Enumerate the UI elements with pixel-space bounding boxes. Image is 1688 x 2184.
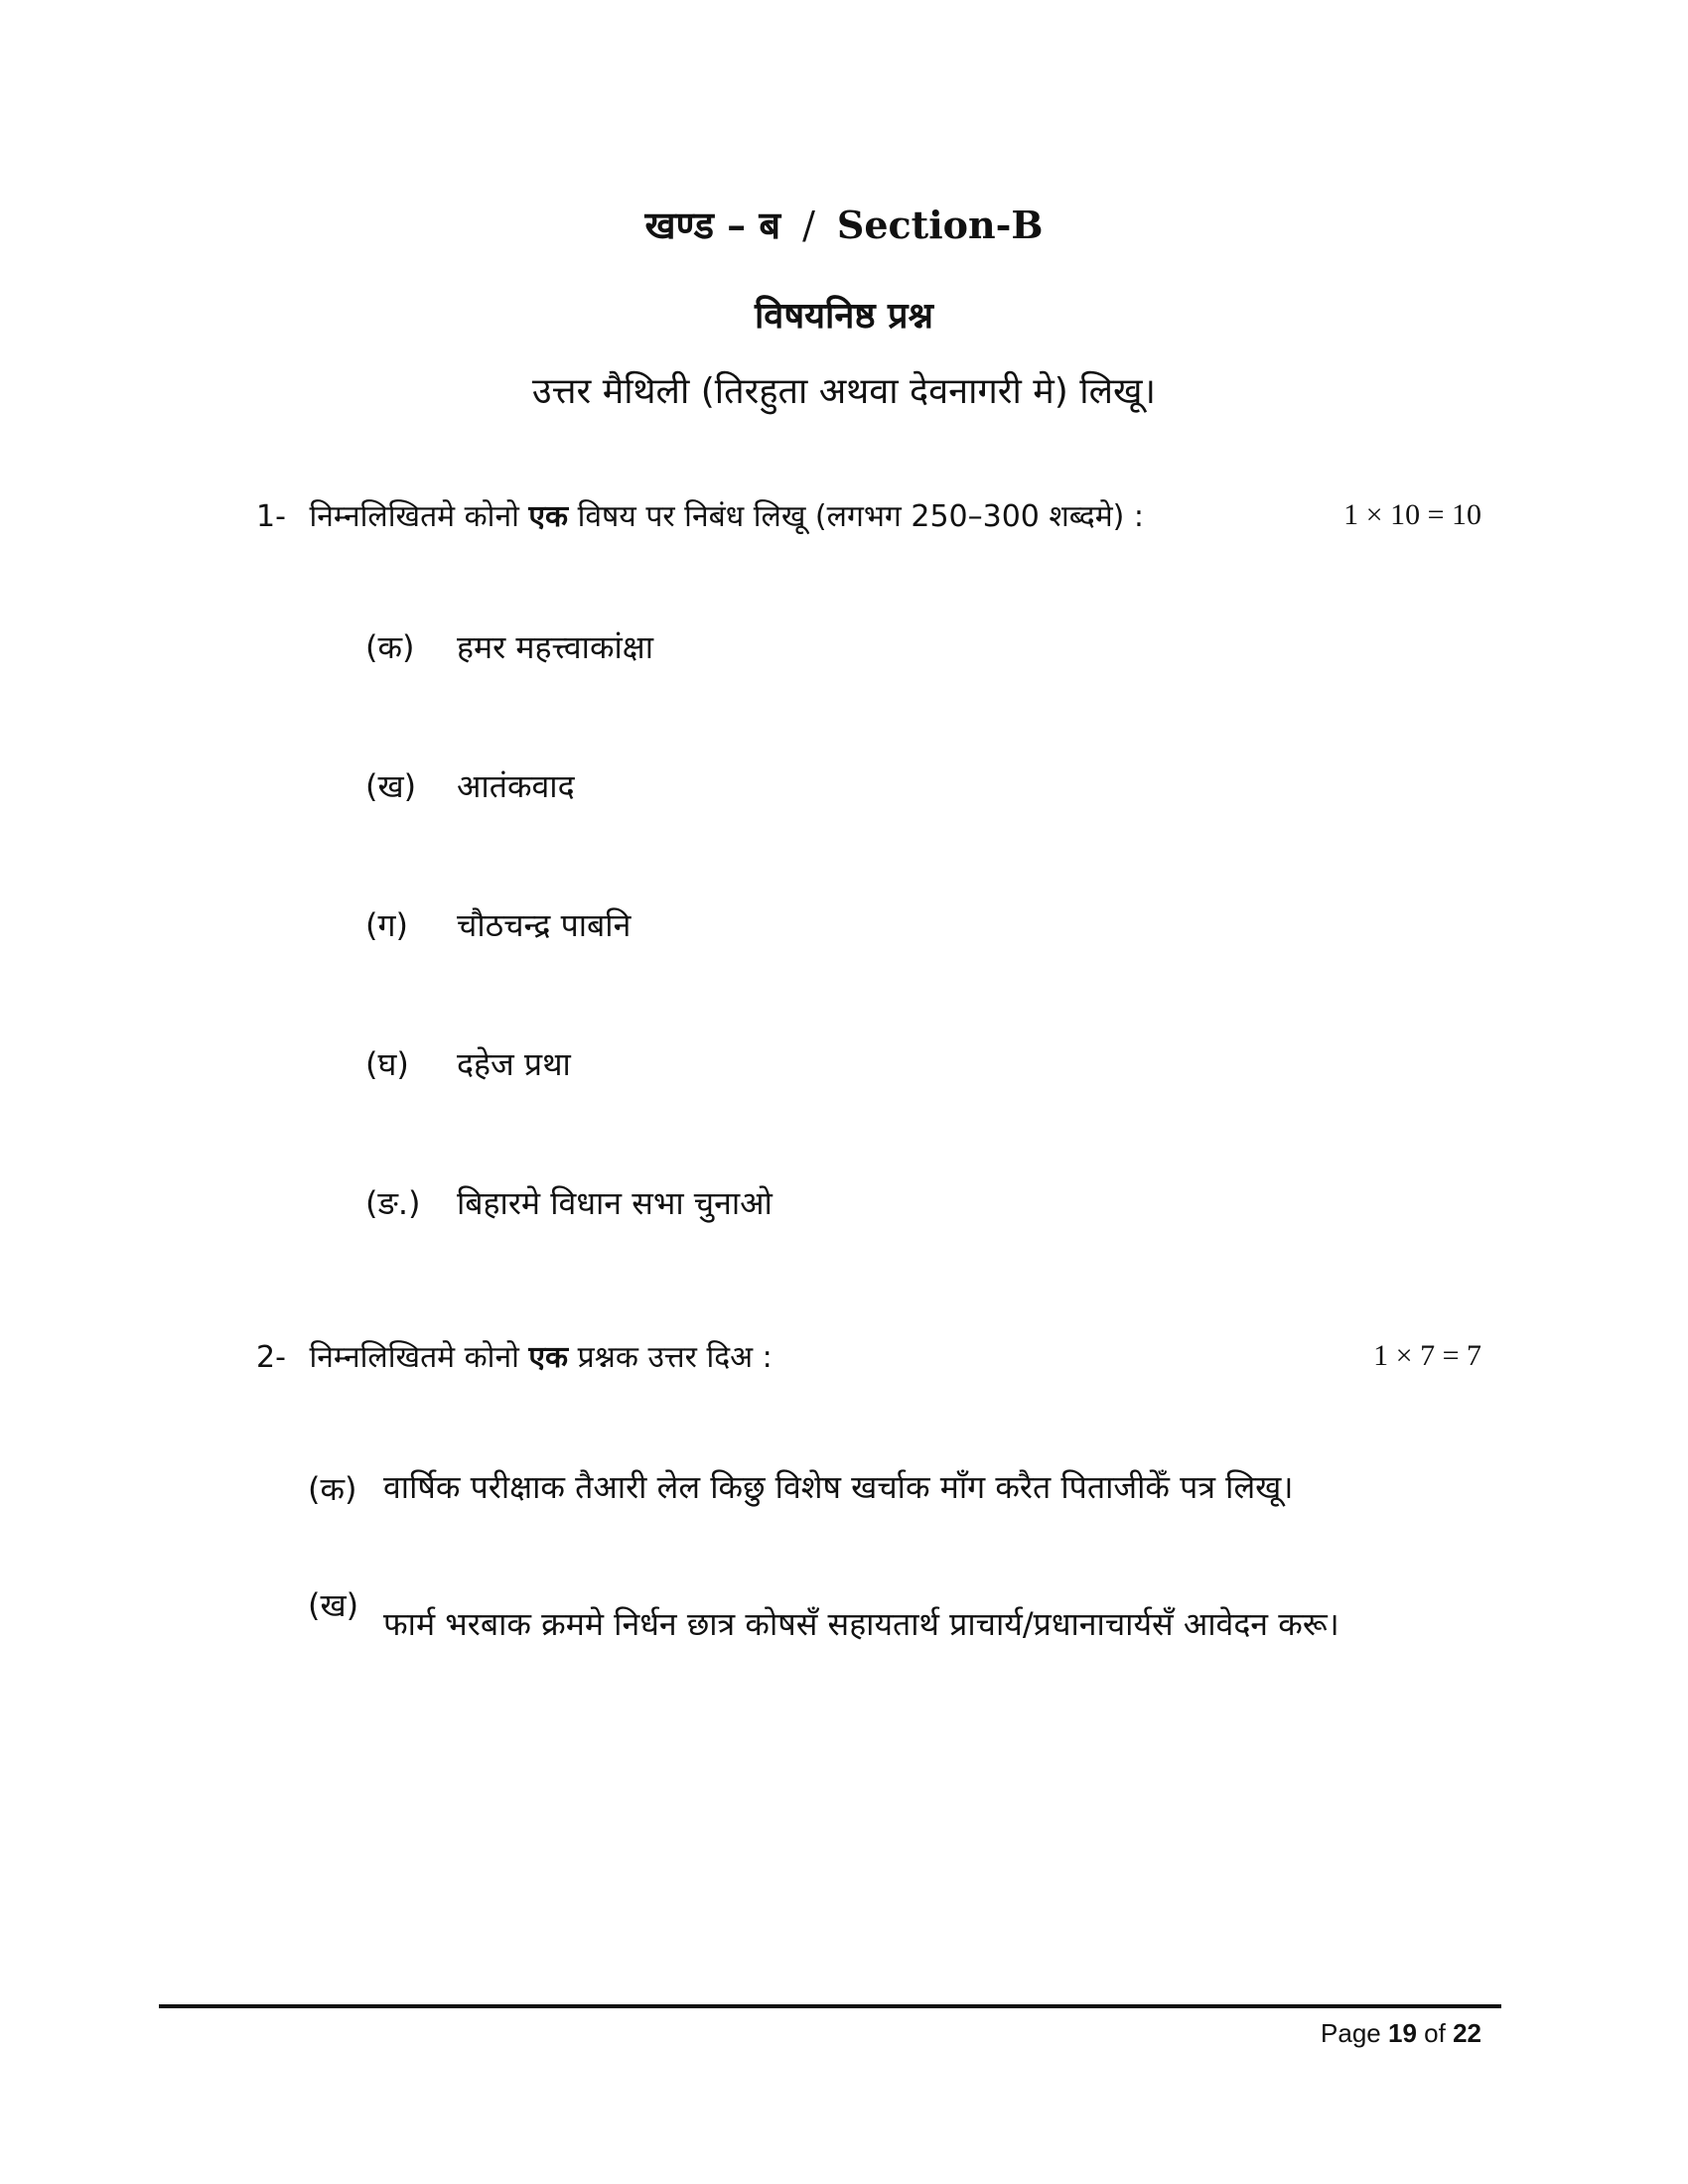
letter-option-label: (क) — [308, 1470, 357, 1508]
footer-rule — [159, 2004, 1501, 2008]
essay-option — [365, 903, 631, 946]
question-1-emphasis: एक — [528, 499, 569, 534]
letter-option-label: (ख) — [308, 1586, 359, 1624]
question-1 — [256, 494, 1481, 535]
essay-option-label: (ग) — [365, 906, 408, 944]
question-1-marks: 1 × 10 = 10 — [1343, 498, 1481, 531]
question-2-text-after: प्रश्नक उत्तर दिअ : — [577, 1340, 773, 1375]
question-1-text-before: निम्नलिखितमे कोनो — [309, 499, 519, 534]
essay-option-text: बिहारमे विधान सभा चुनाओ — [457, 1184, 773, 1222]
page-prefix: Page — [1321, 2018, 1381, 2048]
letter-option-text: वार्षिक परीक्षाक तैआरी लेल किछु विशेष खर्चाक माँग करैत पिताजीकेँ पत्र लिखू। — [383, 1468, 1294, 1506]
page-number: 19 — [1388, 2018, 1417, 2048]
essay-option-label: (ख) — [365, 767, 417, 805]
subjective-questions-heading: विषयनिष्ठ प्रश्न — [754, 296, 933, 337]
essay-option — [365, 764, 575, 807]
essay-option-label: (घ) — [365, 1045, 409, 1083]
essay-option-text: हमर महत्त्वाकांक्षा — [457, 628, 654, 666]
section-heading — [0, 199, 1688, 250]
essay-option — [365, 1042, 571, 1085]
essay-option — [365, 1181, 773, 1224]
question-1-number: 1- — [256, 499, 286, 534]
letter-option-text: फार्म भरबाक क्रममे निर्धन छात्र कोषसँ सहायतार्थ प्राचार्य/प्रधानाचार्यसँ आवेदन करू। — [383, 1605, 1339, 1643]
essay-option-text: चौठचन्द्र पाबनि — [457, 906, 632, 944]
question-2 — [256, 1335, 1481, 1376]
answer-instruction: उत्तर मैथिली (तिरहुता अथवा देवनागरी मे) लिखू। — [531, 371, 1157, 412]
essay-option — [365, 625, 653, 668]
question-1-text-after: विषय पर निबंध लिखू (लगभग 250–300 शब्दमे) : — [577, 499, 1145, 534]
essay-option-text: आतंकवाद — [457, 767, 575, 805]
question-2-marks: 1 × 7 = 7 — [1373, 1339, 1481, 1372]
essay-option-label: (क) — [365, 628, 415, 666]
letter-option — [308, 1583, 1481, 1665]
question-2-emphasis: एक — [528, 1340, 569, 1375]
page-total: 22 — [1453, 2018, 1481, 2048]
section-separator: / — [802, 204, 815, 247]
page-footer — [1321, 2018, 1481, 2049]
question-2-number: 2- — [256, 1340, 286, 1375]
question-2-text-before: निम्नलिखितमे कोनो — [309, 1340, 519, 1375]
letter-option — [308, 1467, 1481, 1507]
essay-option-text: दहेज प्रथा — [457, 1045, 571, 1083]
essay-option-label: (ङ.) — [365, 1184, 421, 1222]
section-title-hindi: खण्ड – ब — [644, 203, 781, 247]
section-title-english: Section-B — [836, 203, 1044, 247]
page-of: of — [1424, 2018, 1446, 2048]
